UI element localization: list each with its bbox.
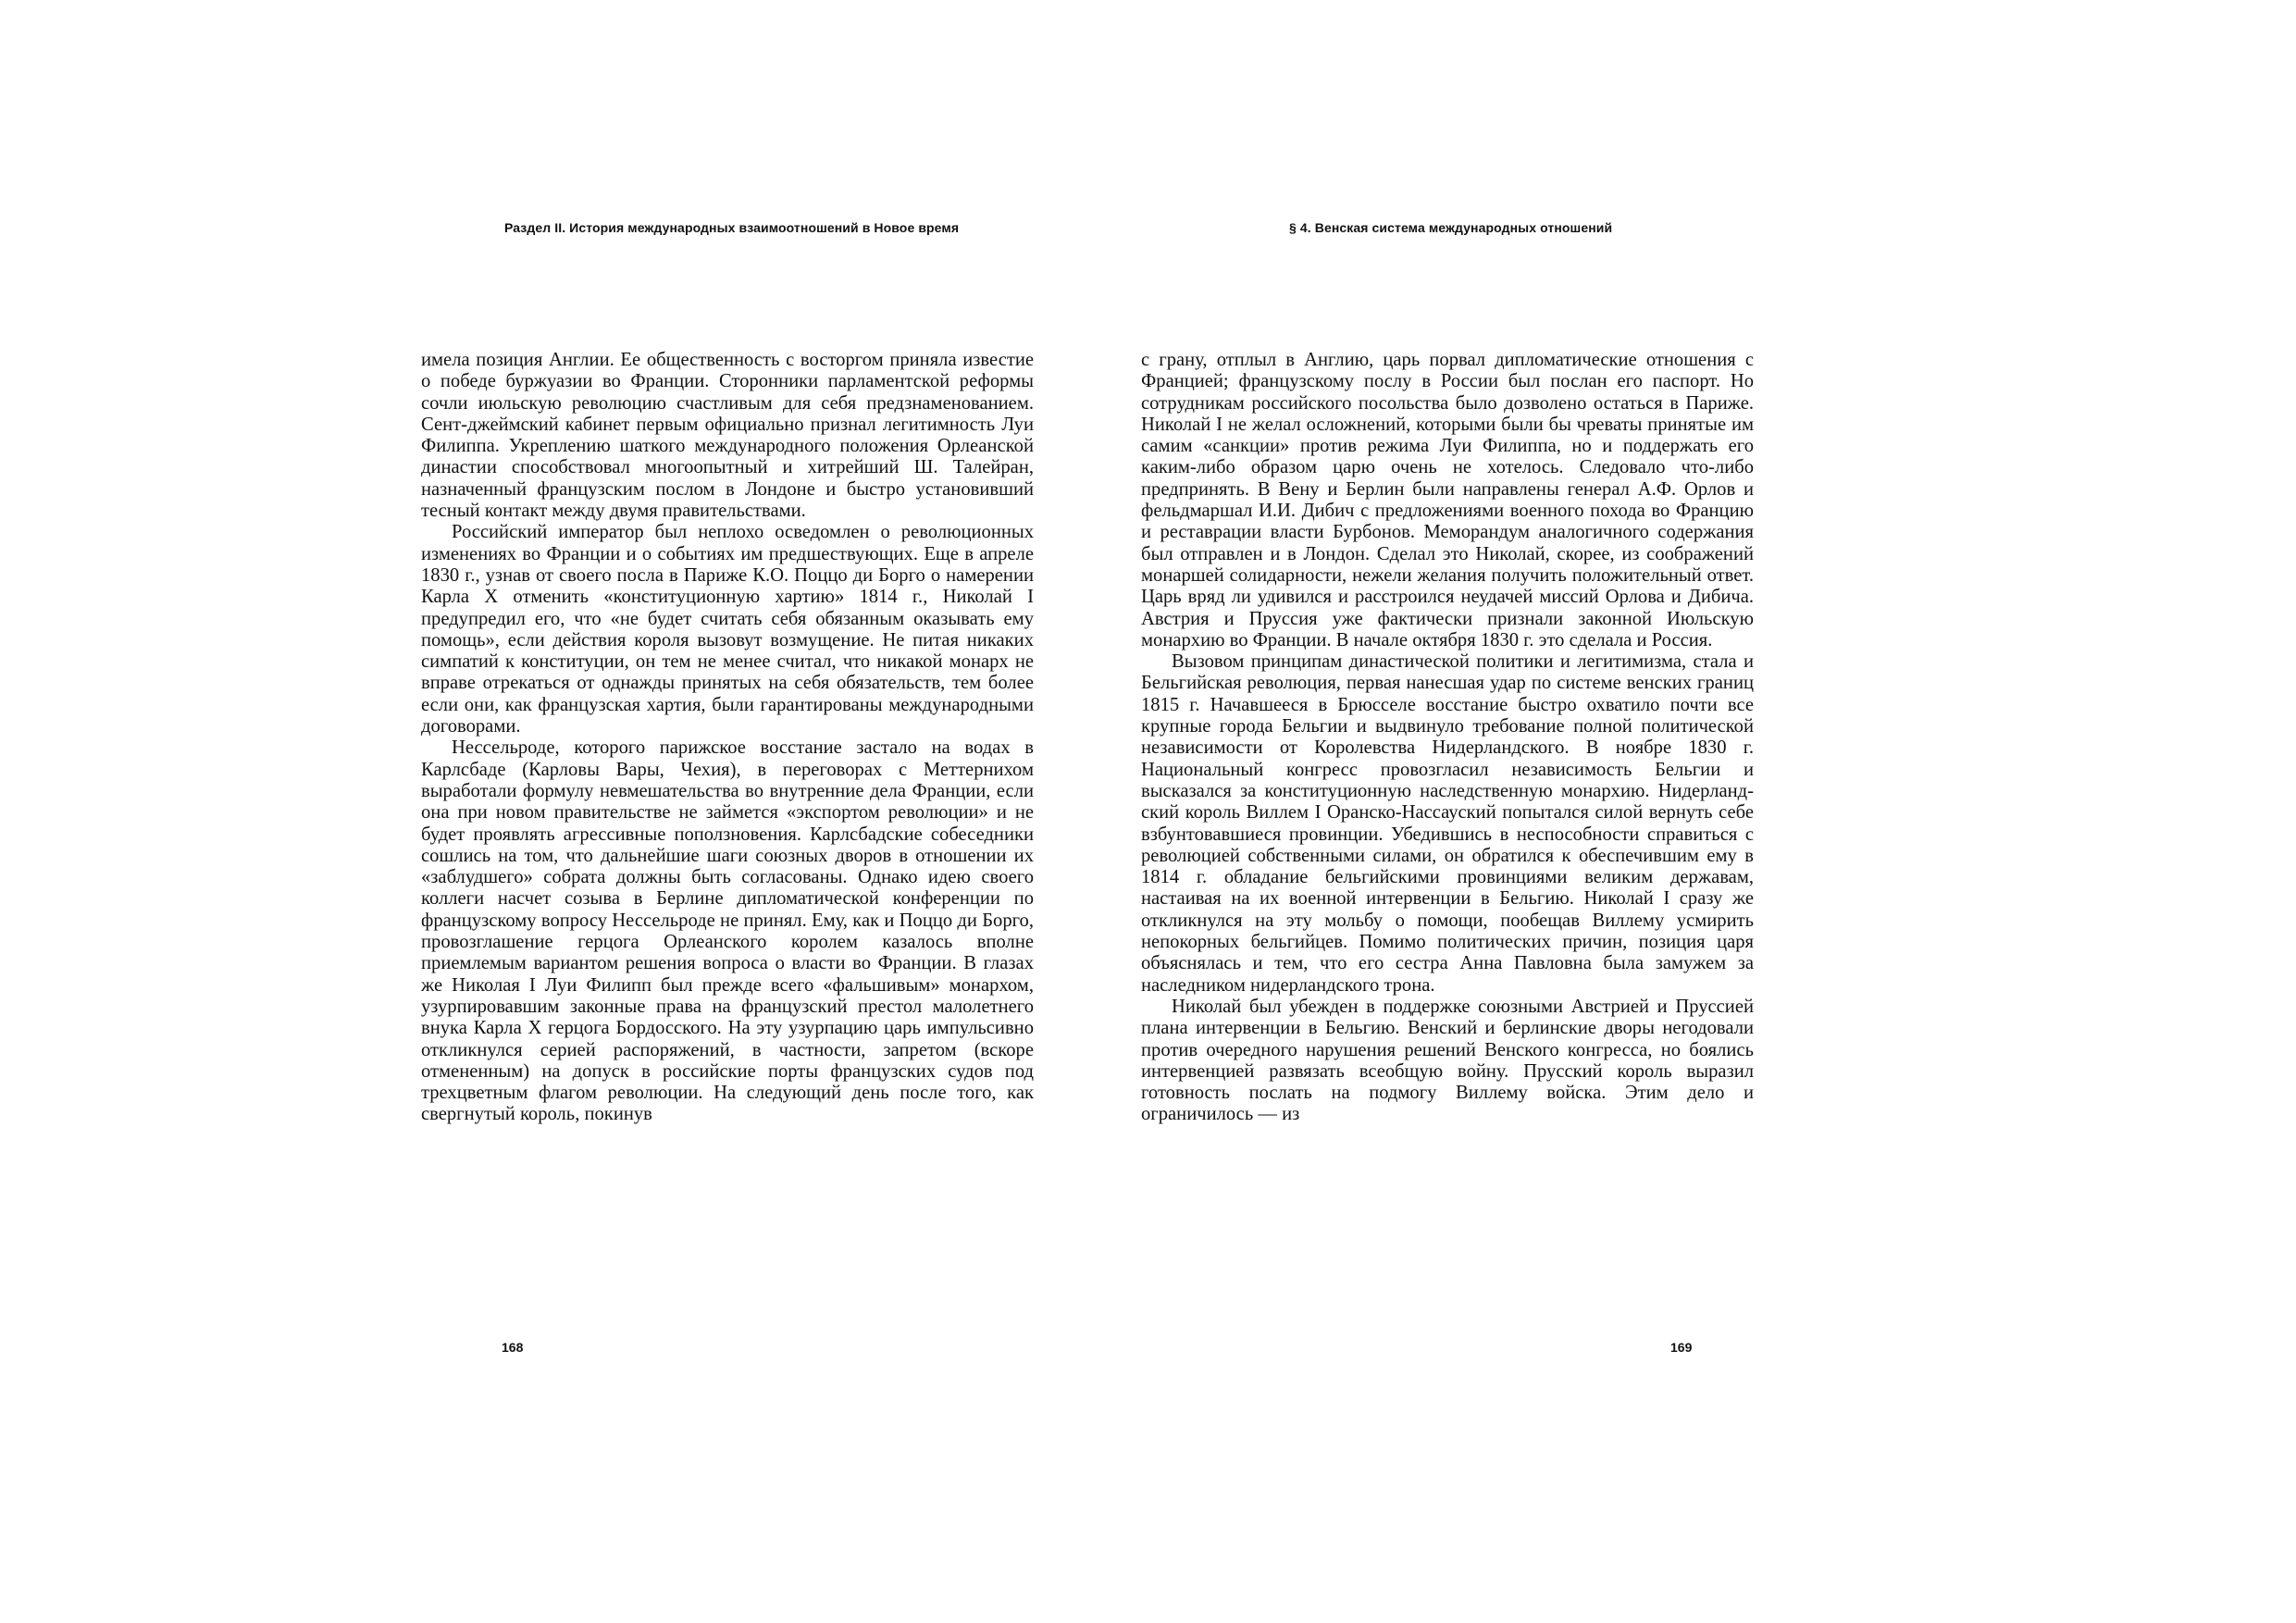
running-head: § 4. Венская система международных отношений	[1289, 220, 1613, 235]
page-number: 168	[502, 1340, 524, 1355]
paragraph: Вызовом принципам династической политики и легитимизма, стала и Бельгийская революция, первая нанесшая удар по системе венских границ 1815 г. Начавшееся в Брюсселе восстание быстро охватило почти все крупные города Бельгии и выдвинуло требование полной политической независимости от Королевства Нидерландского. В ноябре 1830 г. Национальный конгресс провозгласил независимость Бельгии и высказался за конституционную наследственную монархию. Нидерландский король Виллем I Оранско-Нассауский попытался силой вернуть себе взбунтовавшиеся провинции. Убедившись в неспособности справиться с революцией собственными силами, он обратился к обеспечившим ему в 1814 г. обладание бельгийскими провинциями великим державам, настаивая на их военной интервенции в Бельгию. Николай I сразу же откликнулся на эту мольбу о помощи, пообещав Виллему усмирить непокорных бельгийцев. Помимо политических причин, позиция царя объяснялась и тем, что его сестра Анна Павловна была замужем за наследником нидерландского трона.	[1141, 651, 1754, 996]
paragraph: Николай был убежден в поддержке союзными Австрией и Пруссией плана интервенции в Бельгию. Венский и берлинские дворы негодовали против очередного нарушения решений Венского конгресса, но боялись интервенцией развязать всеобщую войну. Прусский король выразил готовность послать на подмогу Виллему войска. Этим дело и ограничилось — из	[1141, 996, 1754, 1125]
paragraph: Нессельроде, которого парижское восстание застало на водах в Карлсбаде (Карловы Вары, Чехия), в переговорах с Меттернихом выработали формулу невмешательства во внутренние дела Франции, если она при новом правительстве не займется «экспортом революции» и не будет проявлять агрессивные поползновения. Карлсбадские собеседники сошлись на том, что дальнейшие шаги союзных дворов в отношении их «заблудшего» собрата должны быть согласованы. Однако идею своего коллеги насчет созыва в Берлине дипломатической конференции по французскому вопросу Нессельроде не принял. Ему, как и Поццо ди Борго, провозглашение герцога Орлеанского королем казалось вполне приемлемым вариантом решения вопроса о власти во Франции. В глазах же Николая I Луи Филипп был прежде всего «фальшивым» монархом, узурпировавшим законные права на французский престол малолетнего внука Карла X герцога Бордосского. На эту узурпацию царь импульсивно откликнулся серией распоряжений, в частности, запретом (вскоре отмененным) на допуск в российские порты французских судов под трехцветным флагом революции. На следующий день после того, как свергнутый король, покинув	[421, 737, 1034, 1125]
paragraph: имела позиция Англии. Ее общественность с восторгом приняла известие о победе буржуазии во Франции. Сторонники парламентской реформы сочли июльскую революцию счастливым для себя предзнаменованием. Сент-джеймский кабинет первым официально признал легитимность Луи Филиппа. Укреплению шаткого международного положения Орлеанской династии способствовал многоопытный и хитрейший Ш. Талейран, назначенный французским послом в Лондоне и быстро установивший тесный контакт между двумя правительствами.	[421, 350, 1034, 522]
running-head: Раздел II. История международных взаимоотношений в Новое время	[504, 220, 960, 235]
right-page	[1141, 0, 2296, 1623]
page-number: 169	[1670, 1340, 1693, 1355]
body-text	[1141, 350, 1754, 1126]
paragraph: Российский император был неплохо осведомлен о революционных изменениях во Франции и о событиях им предшествующих. Еще в апреле 1830 г., узнав от своего посла в Париже К.О. Поццо ди Борго о намерении Карла X отменить «конституционную хартию» 1814 г., Николай I предупредил его, что «не будет считать себя обязанным оказывать ему помощь», если действия короля вызовут возмущение. Не питая никаких симпатий к конституции, он тем не менее считал, что никакой монарх не вправе отрекаться от однажды принятых на себя обязательств, тем более если они, как французская хартия, были гарантированы международными договорами.	[421, 522, 1034, 737]
paragraph: с грану, отплыл в Англию, царь порвал дипломатические отношения с Францией; французскому послу в России был послан его паспорт. Но сотрудникам российского посольства было дозволено остаться в Париже. Николай I не желал осложнений, которыми были бы чреваты принятые им самим «санкции» против режима Луи Филиппа, но и поддержать его каким-либо образом царю очень не хотелось. Следовало что-либо предпринять. В Вену и Берлин были направлены генерал А.Ф. Орлов и фельдмаршал И.И. Дибич с предложениями военного похода во Францию и реставрации власти Бурбонов. Меморандум аналогичного содержания был отправлен и в Лондон. Сделал это Николай, скорее, из соображений монаршей солидарности, нежели желания получить положительный ответ. Царь вряд ли удивился и расстроился неудачей миссий Орлова и Дибича. Австрия и Пруссия уже фактически признали законной Июльскую монархию во Франции. В начале октября 1830 г. это сделала и Россия.	[1141, 350, 1754, 650]
body-text	[421, 350, 1034, 1126]
